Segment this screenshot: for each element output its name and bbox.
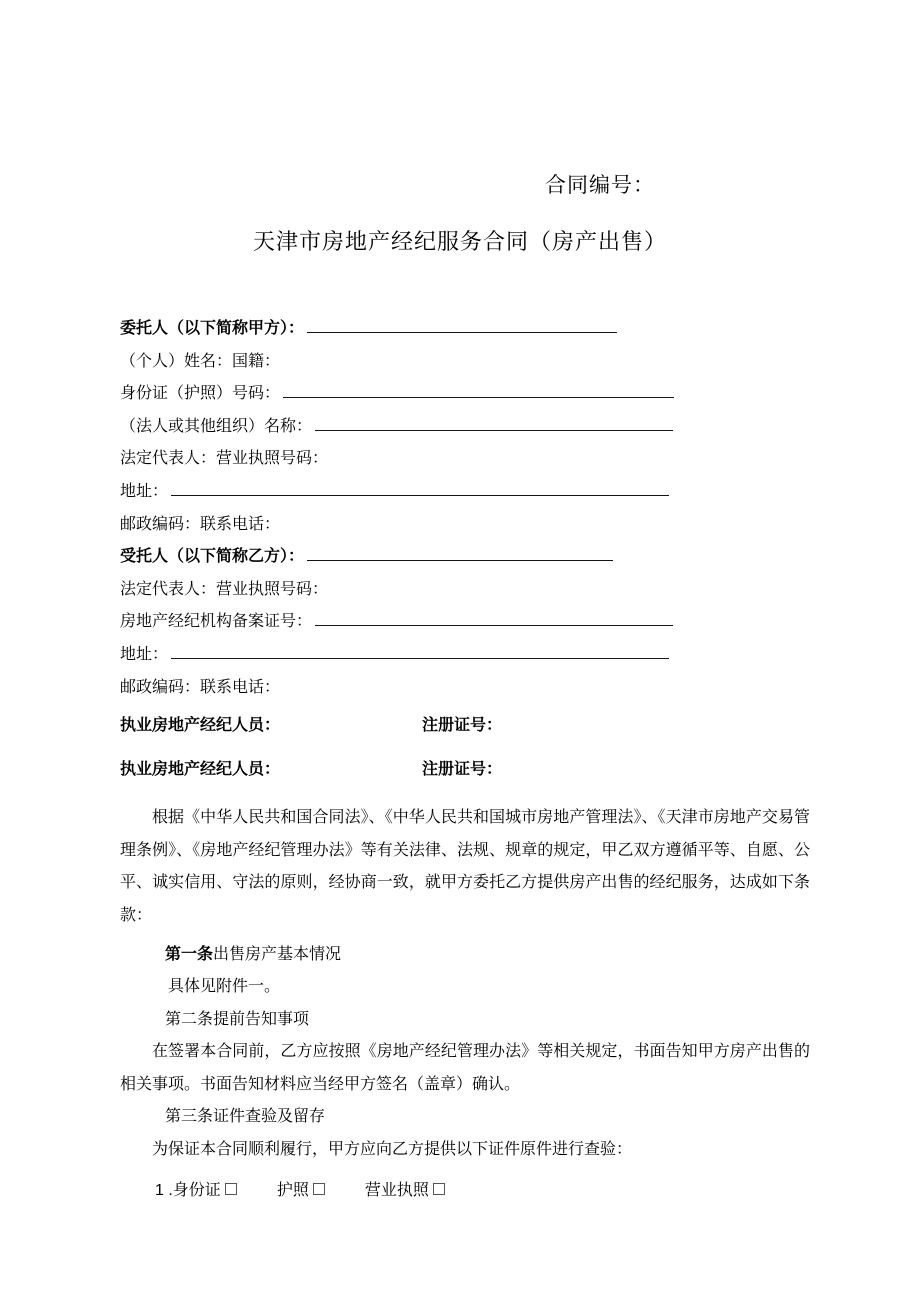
address-b-label: 地址：	[120, 645, 169, 663]
client-heading-label: 委托人（以下简称甲方）：	[120, 320, 305, 337]
contract-number-line	[0, 172, 920, 200]
agent-line-2	[120, 748, 810, 792]
postal-phone-b-label: 邮政编码：联系电话：	[120, 678, 281, 696]
form-line-client	[120, 313, 810, 346]
business-license-checkbox[interactable]	[433, 1183, 445, 1195]
form-line-trustee	[120, 541, 810, 574]
form-line-legal-rep-b	[120, 574, 810, 607]
agent-line-1	[120, 704, 810, 748]
option-passport-label: 护照	[276, 1181, 309, 1199]
agent-2-reg-label: 注册证号：	[422, 761, 503, 779]
option-business-license	[365, 1182, 445, 1199]
form-line-person-name-nationality	[120, 346, 810, 379]
id-card-checkbox[interactable]	[225, 1183, 237, 1195]
address-a-blank-field[interactable]	[171, 478, 669, 496]
org-name-label: （法人或其他组织）名称：	[120, 417, 313, 435]
parties-section	[120, 313, 810, 792]
form-line-agency-record-no	[120, 606, 810, 639]
option-passport	[277, 1182, 325, 1199]
id-number-label: 身份证（护照）号码：	[120, 385, 281, 403]
agency-record-no-blank-field[interactable]	[315, 608, 673, 626]
form-line-legal-rep-a	[120, 443, 810, 476]
article-3-heading: 第三条证件查验及留存	[165, 1108, 326, 1126]
agent-2-label: 执业房地产经纪人员：	[120, 761, 281, 779]
article-1-heading	[165, 939, 810, 972]
checkline-number: 1 .	[155, 1181, 173, 1199]
postal-phone-a-label: 邮政编码：联系电话：	[120, 515, 281, 533]
address-a-label: 地址：	[120, 482, 169, 500]
legal-rep-b-label: 法定代表人：营业执照号码：	[120, 580, 329, 598]
id-number-blank-field[interactable]	[283, 380, 674, 398]
form-line-postal-phone-a	[120, 509, 810, 542]
form-line-address-a	[120, 476, 810, 509]
client-name-blank-field[interactable]	[307, 315, 617, 333]
document-checkbox-line	[155, 1175, 810, 1208]
document-body	[0, 313, 920, 1207]
top-margin	[0, 0, 920, 172]
agent-1-reg-label: 注册证号：	[422, 717, 503, 735]
article-1-number: 第一条	[165, 945, 214, 963]
option-id-card	[173, 1182, 237, 1199]
agency-record-no-label: 房地产经纪机构备案证号：	[120, 613, 313, 631]
article-2-heading: 第二条提前告知事项	[165, 1010, 310, 1028]
agent-1-label: 执业房地产经纪人员：	[120, 717, 281, 735]
passport-checkbox[interactable]	[313, 1183, 325, 1195]
article-1-body: 具体见附件一。	[168, 978, 281, 996]
intro-paragraph: 根据《中华人民共和国合同法》、《中华人民共和国城市房地产管理法》、《天津市房地产交易管理条例》、《房地产经纪管理办法》等有关法律、法规、规章的规定，甲乙双方遵循平等、自愿、公平、诚实信用、守法的原则，经协商一致，就甲方委托乙方提供房产出售的经纪服务，达成如下条款：	[120, 809, 810, 924]
option-business-license-label: 营业执照	[364, 1181, 429, 1199]
option-id-card-label: 身份证	[172, 1181, 221, 1199]
org-name-blank-field[interactable]	[315, 413, 673, 431]
form-line-postal-phone-b	[120, 672, 810, 705]
document-title: 天津市房地产经纪服务合同（房产出售）	[252, 229, 667, 254]
article-2-body: 在签署本合同前，乙方应按照《房地产经纪管理办法》等相关规定，书面告知甲方房产出售的相关事项。书面告知材料应当经甲方签名（盖章）确认。	[120, 1043, 810, 1093]
form-line-org-name	[120, 411, 810, 444]
trustee-heading-label: 受托人（以下简称乙方）：	[120, 548, 305, 566]
person-name-nationality-label: （个人）姓名：国籍：	[120, 352, 281, 370]
contract-number-label: 合同编号：	[545, 174, 655, 197]
articles-section	[120, 939, 810, 1167]
address-b-blank-field[interactable]	[171, 641, 669, 659]
article-3-body: 为保证本合同顺利履行，甲方应向乙方提供以下证件原件进行查验：	[152, 1141, 633, 1159]
article-1-title: 出售房产基本情况	[213, 945, 342, 963]
form-line-address-b	[120, 639, 810, 672]
trustee-name-blank-field[interactable]	[307, 543, 613, 561]
form-line-id-number	[120, 378, 810, 411]
legal-rep-a-label: 法定代表人：营业执照号码：	[120, 450, 329, 468]
